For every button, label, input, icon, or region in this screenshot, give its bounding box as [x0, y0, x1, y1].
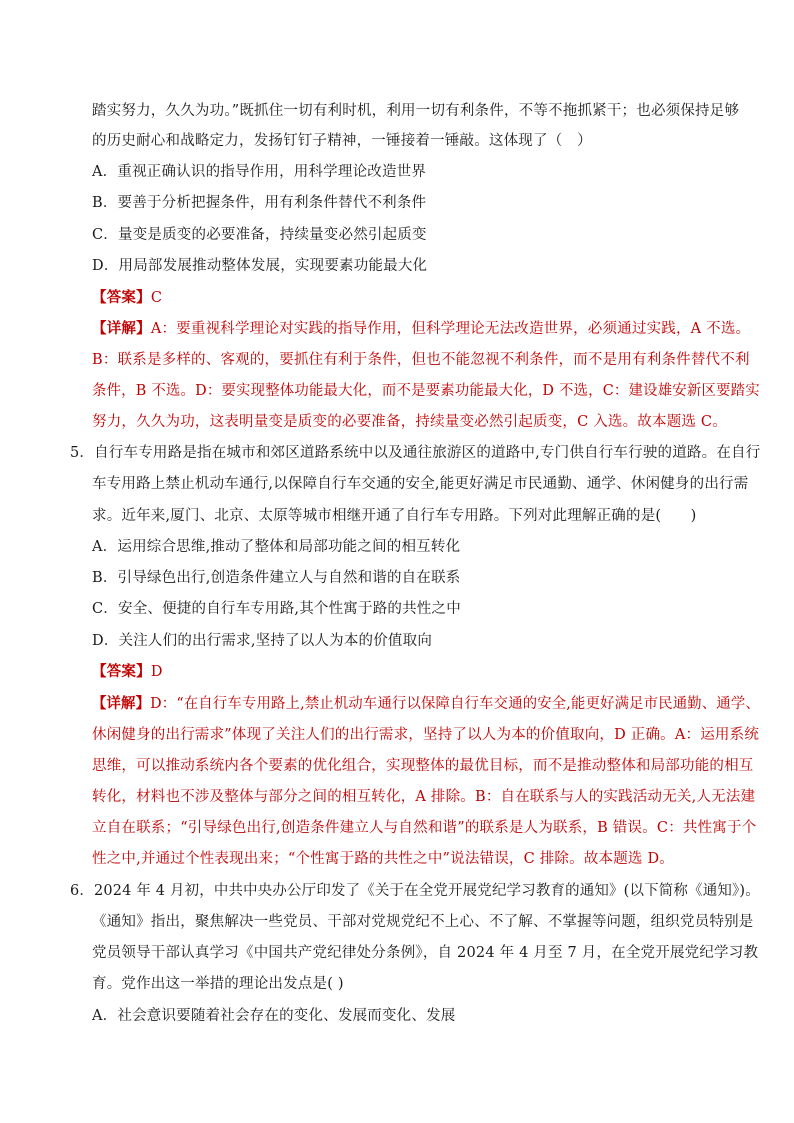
q6-stem-line-1: 6．2024 年 4 月初，中共中央办公厅印发了《关于在全党开展党纪学习教育的通知》(以下简称《通知》)。 [70, 883, 760, 899]
q5-analysis-line-6: 性之中,并通过个性表现出来；“个性寓于路的共性之中”说法错误，C 排除。故本题选 D。 [92, 851, 674, 867]
q5-stem-line-3: 求。近年来,厦门、北京、太原等城市相继开通了自行车专用路。下列对此理解正确的是( ) [92, 508, 697, 524]
q4-analysis-line-4: 努力，久久为功，这表明量变是质变的必要准备，持续量变必然引起质变，C 入选。故本题选 C。 [92, 414, 727, 430]
q5-analysis-line-3: 思维，可以推动系统内各个要素的优化组合，实现整体的最优目标，而不是推动整体和局部功能的相互 [92, 758, 754, 774]
q4-analysis-text-1: A：要重视科学理论对实践的指导作用，但科学理论无法改造世界，必须通过实践，A 不选。 [150, 321, 751, 337]
q5-analysis-label: 【详解】 [92, 695, 151, 712]
q4-analysis-line-2: B：联系是多样的、客观的，要抓住有利于条件，但也不能忽视不利条件，而不是用有利条件替代不利 [92, 352, 750, 368]
q5-answer-value: D [150, 664, 163, 680]
q4-analysis-line-3: 条件，B 不选。D：要实现整体功能最大化，而不是要素功能最大化，D 不选，C：建设雄安新区要踏实 [92, 383, 760, 399]
q5-option-d: D．关注人们的出行需求,坚持了以人为本的价值取向 [92, 633, 433, 649]
q5-analysis-line-2: 休闲健身的出行需求”体现了关注人们的出行需求，坚持了以人为本的价值取向，D 正确。A：运用系统 [92, 727, 760, 743]
q4-answer-label: 【答案】 [92, 289, 151, 306]
q5-stem-line-2: 车专用路上禁止机动车通行,以保障自行车交通的安全,能更好满足市民通勤、通学、休闲健身的出行需 [92, 476, 749, 492]
q5-analysis-line-4: 转化，材料也不涉及整体与部分之间的相互转化，A 排除。B：自在联系与人的实践活动无关,人无法建 [92, 789, 756, 805]
q5-analysis-line-5: 立自在联系；“引导绿色出行,创造条件建立人与自然和谐”的联系是人为联系，B 错误。C：共性寓于个 [92, 820, 757, 836]
q4-analysis-label: 【详解】 [92, 320, 151, 337]
q6-stem-line-4: 育。党作出这一举措的理论出发点是( ) [92, 976, 344, 992]
q5-analysis-line-1 [92, 694, 760, 714]
q4-option-a: A．重视正确认识的指导作用，用科学理论改造世界 [92, 164, 427, 180]
q5-option-b: B．引导绿色出行,创造条件建立人与自然和谐的自在联系 [92, 570, 461, 586]
q4-option-d: D．用局部发展推动整体发展，实现要素功能最大化 [92, 258, 428, 274]
q4-answer [92, 288, 162, 308]
q4-stem-line-1: 踏实努力，久久为功。”既抓住一切有利时机，利用一切有利条件，不等不拖抓紧干；也必须保持足够 [92, 103, 740, 119]
q4-option-b: B．要善于分析把握条件，用有利条件替代不利条件 [92, 195, 427, 211]
q5-answer [92, 662, 163, 682]
q4-answer-value: C [150, 290, 163, 306]
q5-option-c: C．安全、便捷的自行车专用路,其个性寓于路的共性之中 [92, 601, 461, 617]
q4-stem-line-2: 的历史耐心和战略定力，发扬钉钉子精神，一锤接着一锤敲。这体现了（ ） [92, 133, 592, 149]
q6-stem-line-2: 《通知》指出，聚焦解决一些党员、干部对党规党纪不上心、不了解、不掌握等问题，组织党员特别是 [92, 914, 754, 930]
q5-analysis-text-1: D：“在自行车专用路上,禁止机动车通行以保障自行车交通的安全,能更好满足市民通勤、通学、 [150, 696, 760, 712]
q5-answer-label: 【答案】 [92, 663, 151, 680]
q6-stem-line-3: 党员领导干部认真学习《中国共产党纪律处分条例》，自 2024 年 4 月至 7 月，在全党开展党纪学习教 [92, 945, 759, 961]
q6-option-a: A．社会意识要随着社会存在的变化、发展而变化、发展 [92, 1008, 456, 1024]
q5-stem-line-1: 5．自行车专用路是指在城市和郊区道路系统中以及通往旅游区的道路中,专门供自行车行驶的道路。在自行 [70, 445, 761, 461]
q5-option-a: A．运用综合思维,推动了整体和局部功能之间的相互转化 [92, 539, 461, 555]
q4-analysis-line-1 [92, 319, 750, 339]
q4-option-c: C．量变是质变的必要准备，持续量变必然引起质变 [92, 227, 427, 243]
